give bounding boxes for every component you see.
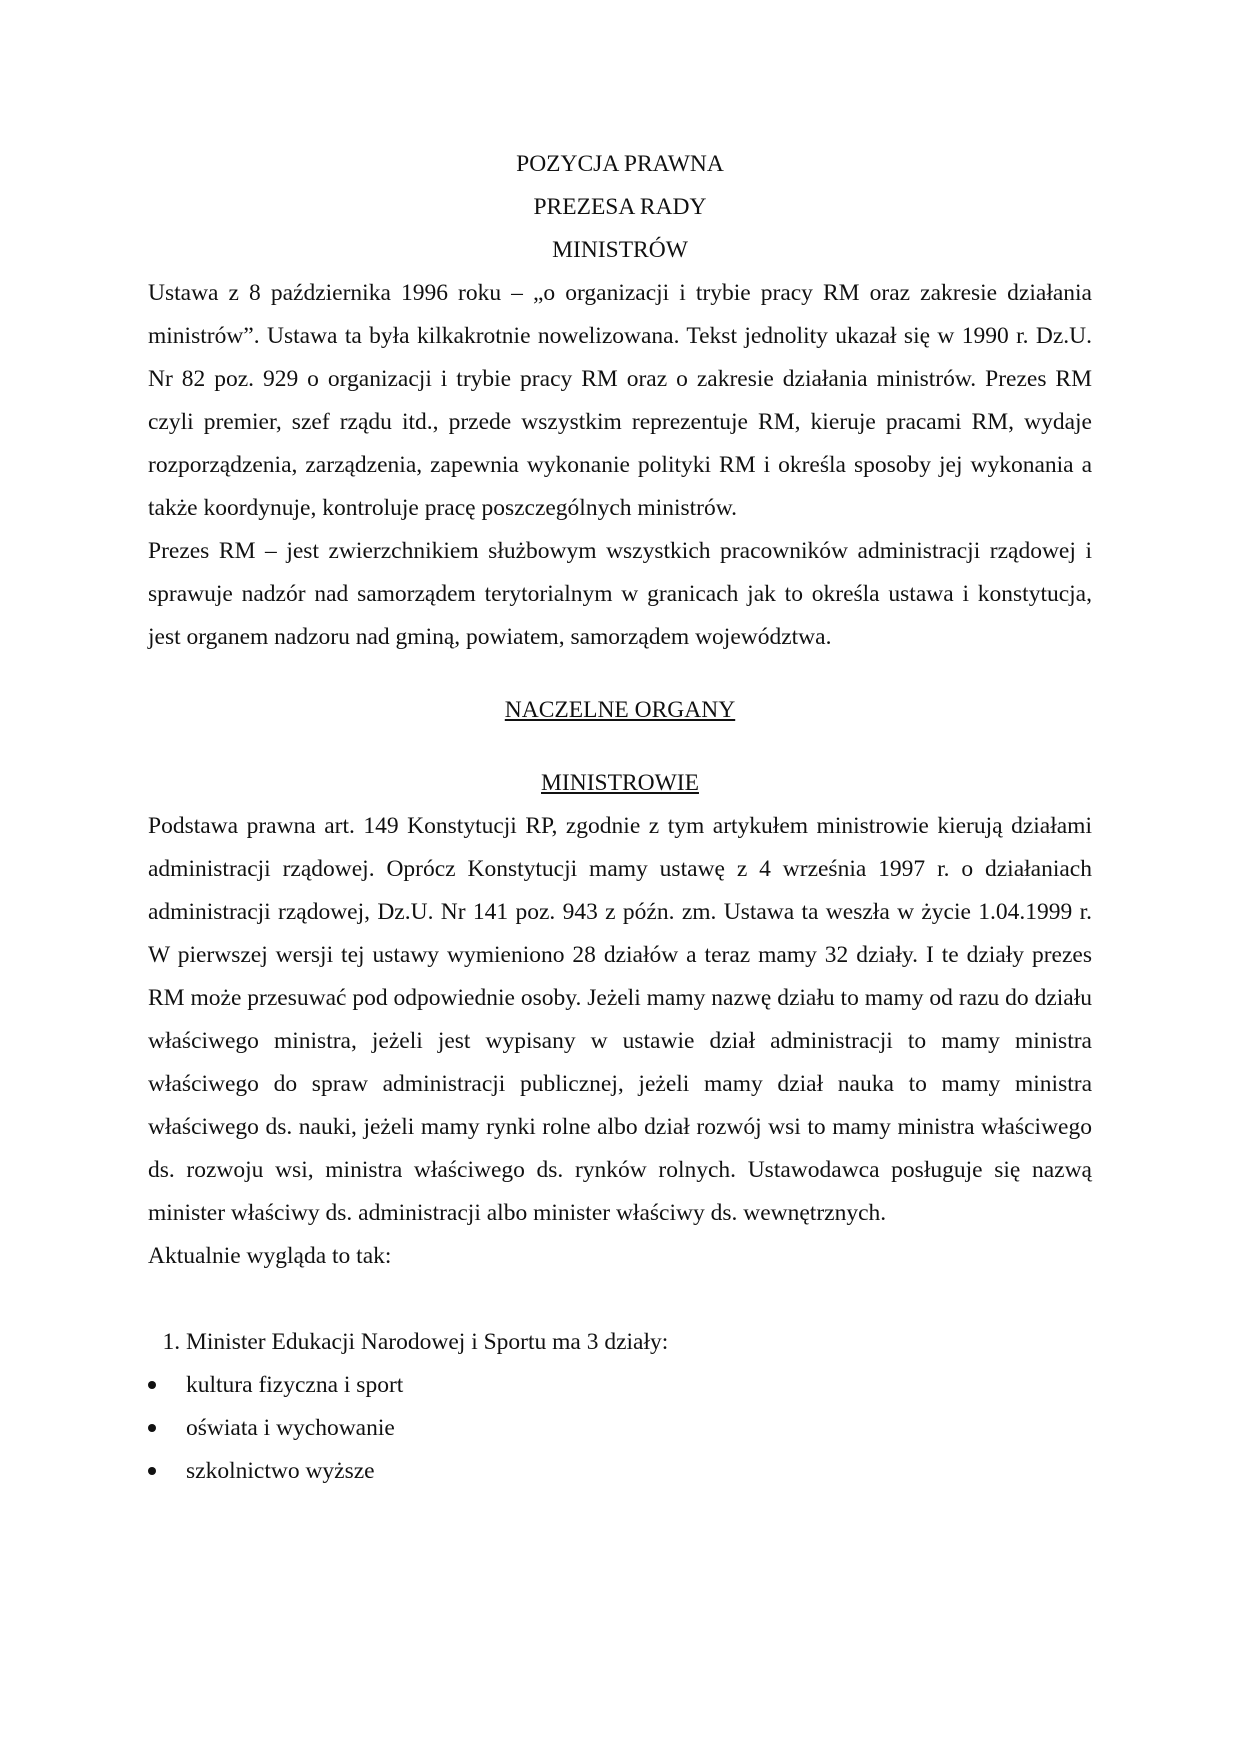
- heading-naczelne-organy: NACZELNE ORGANY: [504, 697, 736, 723]
- bullet-item-text: szkolnictwo wyższe: [186, 1458, 375, 1484]
- spacer: [148, 1278, 1092, 1321]
- document-body: [148, 143, 1092, 1493]
- bullet-item-text: kultura fizyczna i sport: [186, 1372, 404, 1398]
- section2-paragraph-2: Aktualnie wygląda to tak:: [148, 1243, 392, 1269]
- bullet-icon: [148, 1424, 156, 1432]
- numbered-list-item: 1. Minister Edukacji Narodowej i Sportu ma 3 działy:: [186, 1321, 1092, 1364]
- numbered-list: [148, 1321, 1092, 1364]
- section1-paragraph-2: Prezes RM – jest zwierzchnikiem służbowym wszystkich pracowników administracji rządowej i sprawuje nadzór nad samorządem terytorialnym w granicach jak to określa ustawa i konstytucja, jest organem nadzoru nad gminą, powiatem, samorządem województwa.: [148, 538, 1092, 650]
- section1-paragraph-1: Ustawa z 8 października 1996 roku – „o organizacji i trybie pracy RM oraz zakresie działania ministrów”. Ustawa ta była kilkakrotnie nowelizowana. Tekst jednolity ukazał się w 1990 r. Dz.U. Nr 82 poz. 929 o organizacji i trybie pracy RM oraz o zakresie działania ministrów. Prezes RM czyli premier, szef rządu itd., przede wszystkim reprezentuje RM, kieruje pracami RM, wydaje rozporządzenia, zarządzenia, zapewnia wykonanie polityki RM i określa sposoby jej wykonania a także koordynuje, kontroluje pracę poszczególnych ministrów.: [148, 280, 1092, 521]
- bullet-list-item: [148, 1450, 1092, 1493]
- heading-ministrowie: MINISTROWIE: [541, 770, 699, 796]
- bullet-list-item: [148, 1364, 1092, 1407]
- bullet-list-item: [148, 1407, 1092, 1450]
- title-line-2: PREZESA RADY: [533, 194, 707, 220]
- title-line-3: MINISTRÓW: [552, 237, 688, 263]
- bullet-icon: [148, 1381, 156, 1389]
- spacer: [148, 659, 1092, 689]
- spacer: [148, 732, 1092, 762]
- bullet-icon: [148, 1467, 156, 1475]
- bullet-list: [148, 1364, 1092, 1493]
- title-line-1: POZYCJA PRAWNA: [516, 151, 724, 177]
- bullet-item-text: oświata i wychowanie: [186, 1415, 395, 1441]
- section2-paragraph-1: Podstawa prawna art. 149 Konstytucji RP, zgodnie z tym artykułem ministrowie kierują działami administracji rządowej. Oprócz Konstytucji mamy ustawę z 4 września 1997 r. o działaniach administracji rządowej, Dz.U. Nr 141 poz. 943 z późn. zm. Ustawa ta weszła w życie 1.04.1999 r. W pierwszej wersji tej ustawy wymieniono 28 działów a teraz mamy 32 działy. I te działy prezes RM może przesuwać pod odpowiednie osoby. Jeżeli mamy nazwę działu to mamy od razu do działu właściwego ministra, jeżeli jest wypisany w ustawie dział administracji to mamy ministra właściwego do spraw administracji publicznej, jeżeli mamy dział nauka to mamy ministra właściwego ds. nauki, jeżeli mamy rynki rolne albo dział rozwój wsi to mamy ministra właściwego ds. rozwoju wsi, ministra właściwego ds. rynków rolnych. Ustawodawca posługuje się nazwą minister właściwy ds. administracji albo minister właściwy ds. wewnętrznych.: [148, 813, 1092, 1226]
